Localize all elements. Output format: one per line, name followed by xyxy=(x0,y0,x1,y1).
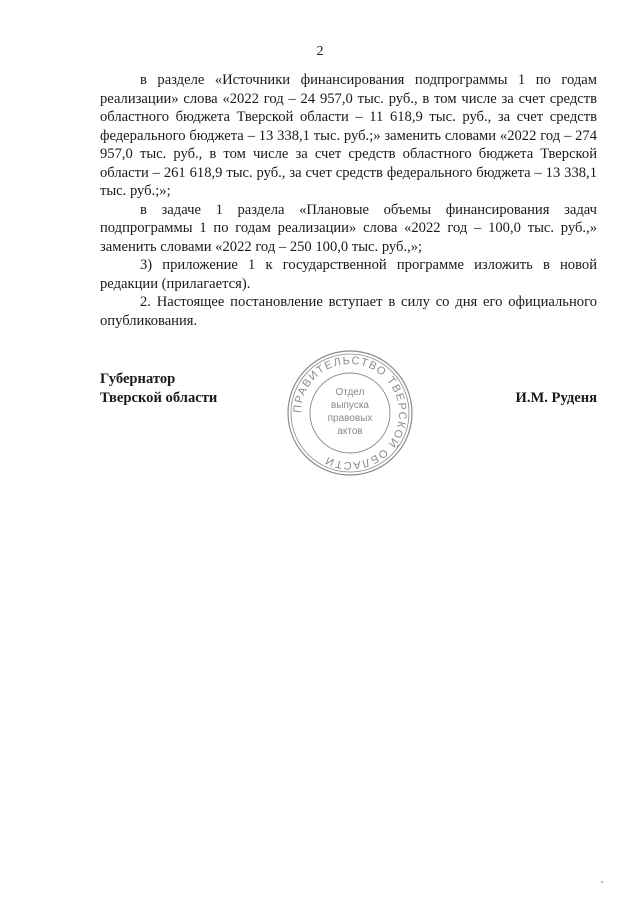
signer-title xyxy=(100,370,217,407)
paragraph-funding-sources: в разделе «Источники финансирования подпрограммы 1 по годам реализации» слова «2022 год – 24 957,0 тыс. руб., в том числе за счет средств областного бюджета Тверской области – 11 618,9 тыс. руб., за счет средств федерального бюджета – 13 338,1 тыс. руб.;» заменить словами «2022 год – 274 957,0 тыс. руб., в том числе за счет средств областного бюджета Тверской области – 261 618,9 тыс. руб., за счет средств федерального бюджета – 13 338,1 тыс. руб.;»; xyxy=(100,72,597,199)
paragraph-appendix-1: 3) приложение 1 к государственной программе изложить в новой редакции (прилагается). xyxy=(100,257,597,292)
stamp-center-line3: правовых xyxy=(327,413,373,424)
page-number: 2 xyxy=(316,44,324,59)
stamp-center-line4: актов xyxy=(337,426,363,437)
stamp-ring-text: ПРАВИТЕЛЬСТВО ТВЕРСКОЙ ОБЛАСТИ xyxy=(291,354,409,472)
paragraph-entry-into-force: 2. Настоящее постановление вступает в силу со дня его официального опубликования. xyxy=(100,294,597,329)
official-stamp xyxy=(285,348,415,478)
paragraph-task-1: в задаче 1 раздела «Плановые объемы финансирования задач подпрограммы 1 по годам реализации» слова «2022 год – 100,0 тыс. руб.,» заменить словами «2022 год – 250 100,0 тыс. руб.,»; xyxy=(100,201,597,255)
signer-name: И.М. Руденя xyxy=(515,389,597,406)
scan-speck xyxy=(601,881,603,883)
stamp-graphic xyxy=(285,348,415,478)
signature-block xyxy=(100,354,597,480)
signer-title-line2: Тверской области xyxy=(100,389,218,406)
document-body xyxy=(100,71,597,330)
signer-title-line1: Губернатор xyxy=(100,371,176,387)
stamp-center-line2: выпуска xyxy=(331,400,369,411)
stamp-center-line1: Отдел xyxy=(335,387,365,398)
